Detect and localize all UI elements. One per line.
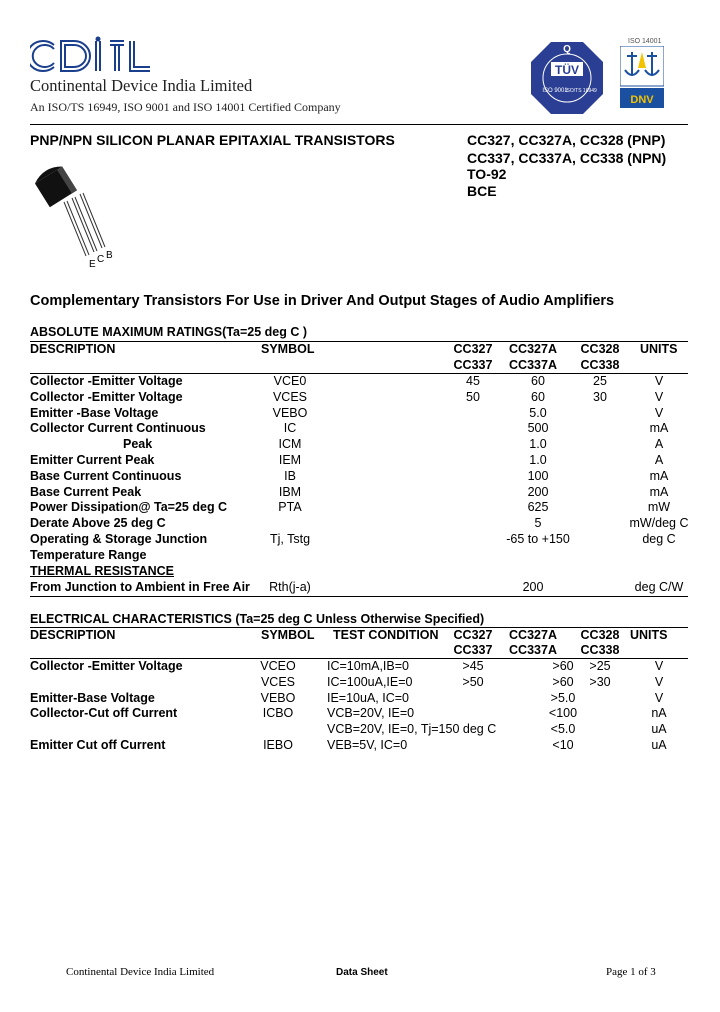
elec-col-symbol: SYMBOL [261,628,315,642]
row-value-cc327a: 625 [527,500,549,515]
tuv-mark-text: TÜV [555,63,579,77]
row-unit: mA [649,484,669,499]
col-cc337: CC337 [453,358,493,372]
row-value-cc327a: 1.0 [529,453,547,467]
row-symbol: VEBO [272,405,308,420]
tuv-badge [529,40,605,116]
elec-row-unit: nA [651,706,667,721]
thermal-title: THERMAL RESISTANCE [30,564,174,578]
elec-col-cc327a: CC327A [509,628,557,642]
row-value-cc328: 25 [593,374,607,388]
dnv-mark-text: DNV [630,94,654,106]
col-cc327: CC327 [453,342,493,356]
row-symbol: VCE0 [273,374,307,388]
footer-company: Continental Device India Limited [66,966,215,978]
thermal-unit: deg C/W [634,580,684,594]
dnv-iso-label: ISO 14001 [628,38,662,45]
row-description: Collector Current Continuous [30,421,206,436]
elec-row-symbol: ICBO [262,706,294,721]
elec-col-description: DESCRIPTION [30,628,116,642]
row-unit: A [654,437,664,452]
abs-max-title: ABSOLUTE MAXIMUM RATINGS(Ta=25 deg C ) [30,325,307,339]
elec-row-unit: uA [651,738,667,752]
elec-title: ELECTRICAL CHARACTERISTICS (Ta=25 deg C Unless Otherwise Specified) [30,612,485,626]
row-description: Base Current Peak [30,484,142,499]
row-description: Temperature Range [30,547,147,562]
elec-row-description: Collector -Emitter Voltage [30,659,183,673]
dnv-badge [620,46,664,110]
company-name: Continental Device India Limited [30,76,253,95]
cdil-logo-graphic [30,36,152,76]
col-description: DESCRIPTION [30,342,116,356]
row-value-cc327a: 200 [527,484,549,499]
row-symbol: VCES [272,389,308,404]
elec-row-unit: uA [651,722,667,737]
thermal-value: 200 [522,580,544,594]
elec-row-value-cc327: >45 [462,659,484,673]
footer-label: Data Sheet [336,967,388,978]
tuv-top-text: Q [563,44,571,55]
row-value-cc327: 45 [466,374,480,388]
row-description: Emitter Current Peak [30,453,155,467]
row-description: Derate Above 25 deg C [30,516,166,531]
row-value-cc327a: -65 to +150 [506,532,570,546]
elec-row-test: IC=100uA,IE=0 [327,674,413,689]
header-rule [30,124,688,125]
package: TO-92 [467,166,507,182]
elec-col-cc337: CC337 [453,643,493,657]
row-value-cc327a: 60 [531,389,545,404]
elec-row-symbol: IEBO [263,738,293,752]
footer-page: Page 1 of 3 [606,966,656,978]
row-description: Operating & Storage Junction [30,532,208,546]
row-symbol: IBM [278,484,302,499]
thermal-desc: From Junction to Ambient in Free Air [30,580,250,594]
row-description: Peak [123,437,153,452]
row-value-cc327a: 5.0 [529,405,547,420]
elec-col-cc328: CC328 [580,628,620,642]
row-value-cc327: 50 [466,389,480,404]
thermal-rule [30,596,688,597]
row-description: Emitter -Base Voltage [30,405,159,420]
thermal-symbol: Rth(j-a) [269,580,311,594]
elec-row-symbol: VCES [260,674,296,689]
col-units: UNITS [640,342,678,356]
parts-npn: CC337, CC337A, CC338 (NPN) [467,150,667,166]
col-cc328: CC328 [580,342,620,356]
row-symbol: IC [283,421,297,436]
elec-row-test: VCB=20V, IE=0, Tj=150 deg C [327,722,497,737]
elec-col-cc337a: CC337A [509,643,557,657]
row-description: Collector -Emitter Voltage [30,389,183,404]
row-unit: mW [647,500,671,515]
subtitle: Complementary Transistors For Use in Driver And Output Stages of Audio Amplifiers [30,293,615,309]
cdil-logo [30,36,152,76]
col-cc327a: CC327A [509,342,557,356]
col-symbol: SYMBOL [261,342,315,356]
elec-row-unit: V [654,659,664,673]
elec-row-description: Emitter-Base Voltage [30,690,155,705]
row-symbol: Tj, Tstg [269,532,311,546]
elec-row-value-cc327: >50 [462,674,484,689]
row-unit: V [654,405,664,420]
elec-row-test: VEB=5V, IC=0 [327,738,408,752]
row-unit: V [654,389,664,404]
row-unit: mA [649,468,669,483]
row-symbol: PTA [278,500,302,515]
row-unit: V [654,374,664,388]
elec-row-description: Collector-Cut off Current [30,706,178,721]
elec-row-symbol: VEBO [260,690,296,705]
row-unit: A [654,453,664,467]
row-unit: mA [649,421,669,436]
row-description: Power Dissipation@ Ta=25 deg C [30,500,228,515]
row-unit: deg C [642,532,676,546]
elec-row-symbol: VCEO [260,659,296,673]
elec-col-cc327: CC327 [453,628,493,642]
pin-label-b: B [106,250,113,261]
row-value-cc327a: 1.0 [529,437,547,452]
row-description: Base Current Continuous [30,468,182,483]
row-value-cc328: 30 [593,389,607,404]
elec-col-cc338: CC338 [580,643,620,657]
elec-row-value-cc328: >25 [589,659,611,673]
row-description: Collector -Emitter Voltage [30,374,183,388]
elec-row-test: IE=10uA, IC=0 [327,690,410,705]
pinout: BCE [467,183,497,199]
row-unit: mW/deg C [629,516,689,531]
row-value-cc327a: 5 [534,516,542,531]
col-cc338: CC338 [580,358,620,372]
elec-row-unit: V [654,674,664,689]
elec-row-value-cc328: >30 [589,674,611,689]
type-title: PNP/NPN SILICON PLANAR EPITAXIAL TRANSISTORS [30,132,395,148]
row-symbol: IEM [278,453,302,467]
parts-pnp: CC327, CC327A, CC328 (PNP) [467,132,666,148]
elec-row-test: VCB=20V, IE=0 [327,706,415,721]
col-cc337a: CC337A [509,358,557,372]
elec-row-value-cc327a: <100 [548,706,578,721]
row-value-cc327a: 100 [527,468,549,483]
tuv-isots: ISO/TS 16949 [565,88,597,94]
pin-label-c: C [97,254,105,265]
elec-row-value-cc327a: <10 [552,738,574,752]
row-symbol: IB [284,468,296,483]
elec-row-test: IC=10mA,IB=0 [327,659,409,673]
elec-col-units: UNITS [630,628,668,642]
elec-row-description: Emitter Cut off Current [30,738,166,752]
elec-col-test: TEST CONDITION [333,628,439,642]
row-value-cc327a: 500 [527,421,549,436]
elec-row-value-cc327a: <5.0 [550,722,576,737]
elec-row-unit: V [654,690,664,705]
pin-label-e: E [89,259,96,270]
elec-row-value-cc327a: >60 [552,659,574,673]
row-value-cc327a: 60 [531,374,545,388]
row-symbol: ICM [278,437,302,452]
elec-row-value-cc327a: >5.0 [550,690,576,705]
tuv-iso9001: ISO 9001 [542,88,568,94]
certification-line: An ISO/TS 16949, ISO 9001 and ISO 14001 Certified Company [30,100,341,114]
elec-row-value-cc327a: >60 [552,674,574,689]
